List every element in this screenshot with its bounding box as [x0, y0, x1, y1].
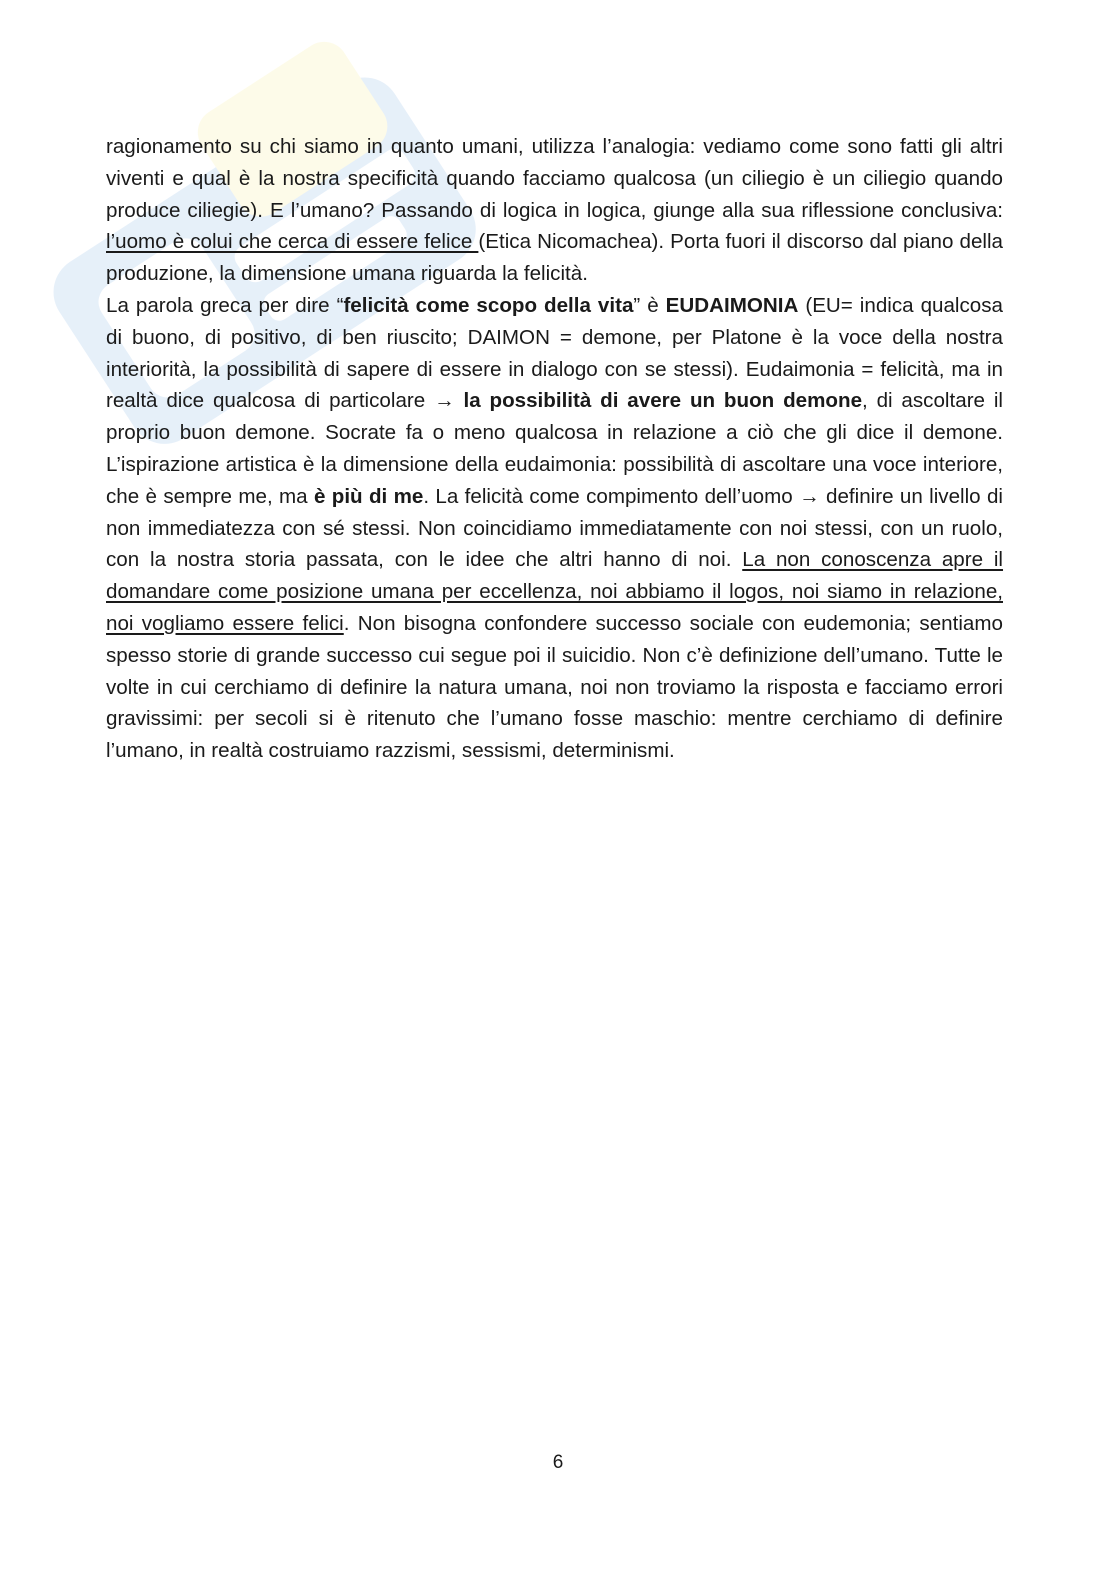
bold-text: felicità come scopo della vita	[343, 293, 634, 317]
text-run: (EU= indica qualcosa di buono, di positivo, di ben riuscito; DAIMON = demone, per Platone è la voce della nostra interiorità, la possibilità di sapere di essere in dialogo con se stessi). Eudaimonia = felicità, ma in realtà dice qualcosa di particolare	[106, 293, 1003, 413]
text-run: , di ascoltare il proprio buon demone. Socrate fa o meno qualcosa in relazione a ciò che gli dice il demone. L’ispirazione artistica è la dimensione della eudaimonia: possibilità di ascoltare una voce interiore, che è sempre me, ma	[106, 389, 1003, 508]
paragraph-eudaimonia-intro	[106, 131, 1003, 290]
underlined-text: La non conoscenza apre il domandare come posizione umana per eccellenza, noi abbiamo il logos, noi siamo in relazione, noi vogliamo essere felici	[106, 548, 1004, 635]
arrow-right-icon: →	[799, 484, 820, 508]
text-run: . La felicità come compimento dell’uomo	[423, 484, 800, 508]
paragraph-eudaimonia-definition	[106, 290, 1003, 767]
text-run: La parola greca per dire “	[106, 293, 344, 317]
text-run: definire un livello di non immediatezza con sé stessi. Non coincidiamo immediatamente con noi stessi, con un ruolo, con la nostra storia passata, con le idee che altri hanno di noi.	[106, 484, 1003, 572]
text-run: . Non bisogna confondere successo sociale con eudemonia; sentiamo spesso storie di grande successo cui segue poi il suicidio. Non c’è definizione dell’umano. Tutte le volte in cui cerchiamo di definire la natura umana, noi non troviamo la risposta e facciamo errori gravissimi: per secoli si è ritenuto che l’umano fosse maschio: mentre cerchiamo di definire l’umano, in realtà costruiamo razzismi, sessismi, determinismi.	[106, 611, 1003, 763]
underlined-text: l’uomo è colui che cerca di essere felice	[106, 230, 479, 254]
bold-text: è più di me	[313, 484, 424, 508]
page-number: 6	[552, 1452, 564, 1473]
document-body	[106, 131, 1003, 767]
arrow-right-icon: →	[434, 389, 455, 413]
bold-text: la possibilità di avere un buon demone	[454, 389, 863, 413]
text-run: ragionamento su chi siamo in quanto umani, utilizza l’analogia: vediamo come sono fatti gli altri viventi e qual è la nostra specificità quando facciamo qualcosa (un ciliegio è un ciliegio quando produce ciliegie). E l’umano? Passando di logica in logica, giunge alla sua riflessione conclusiva:	[106, 135, 1003, 222]
text-run: ” è	[633, 293, 666, 317]
text-run: (Etica Nicomachea). Porta fuori il discorso dal piano della produzione, la dimensione umana riguarda la felicità.	[106, 230, 1003, 286]
bold-text: EUDAIMONIA	[665, 293, 799, 317]
